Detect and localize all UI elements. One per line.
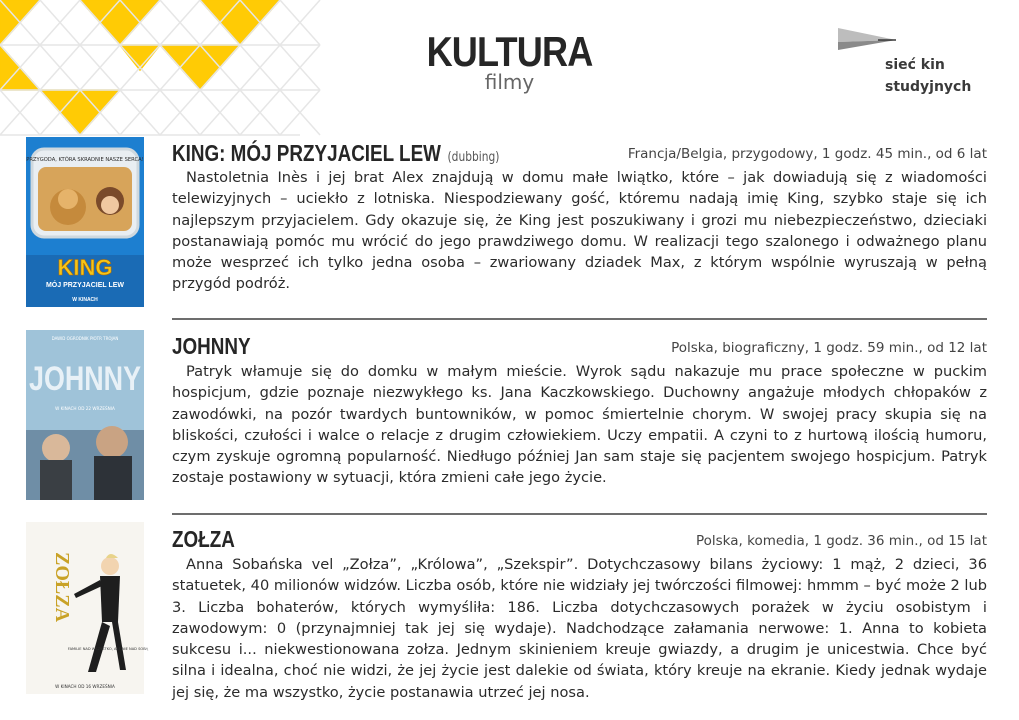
logo-text-line1: sieć kin: [885, 57, 945, 73]
page-title: KULTURA: [426, 28, 593, 75]
film-title: [172, 526, 235, 553]
film-title-text: JOHNNY: [172, 333, 251, 359]
film-title-text: KING: MÓJ PRZYJACIEL LEW: [172, 140, 441, 166]
film-title: [172, 333, 251, 360]
film-note: (dubbing): [447, 150, 500, 165]
poster-king-subtitle: MÓJ PRZYJACIEL LEW: [45, 282, 125, 289]
poster-johnny-footer: W KINACH OD 22 WRZEŚNIA: [55, 406, 115, 411]
siec-kin-studyjnych-logo: [838, 28, 988, 98]
logo-mark-icon: [838, 28, 898, 52]
divider: [172, 513, 987, 515]
film-title-text: ZOŁZA: [172, 526, 235, 552]
film-meta: Francja/Belgia, przygodowy, 1 godz. 45 min., od 6 lat: [627, 146, 987, 162]
poster-johnny-actors: DAWID OGRODNIK PIOTR TROJAN: [51, 336, 119, 341]
poster-johnny: [26, 330, 144, 500]
logo-text-line2: studyjnych: [885, 79, 972, 95]
page-subtitle: filmy: [484, 70, 535, 94]
poster-king-tagline: PRZYGODA, KTÓRA SKRADNIE NASZE SERCA!: [26, 157, 144, 163]
poster-king-title: KING: [57, 255, 113, 280]
film-description: Nastoletnia Inès i jej brat Alex znajdują w domu małe lwiątko, które – jak dowiadują się z wiadomości telewizyjnych – uciekło z lotniska. Niespodziewany gość, któremu nadają imię King, szybko staje się ich najlepszym przyjacielem. Gdy okazuje się, że King jest poszukiwany i grozi mu niebezpieczeństwo, dzieciaki postanawiają pomóc mu wrócić do jego prawdziwego domu. W realizacji tego szalonego i odważnego planu może wesprzeć ich tylko jedna osoba – zwariowany dziadek Max, z którym wspólnie wyruszają w pełną przygód podróż.: [172, 169, 987, 293]
poster-zolza-footer: W KINACH OD 16 WRZEŚNIA: [55, 684, 115, 689]
poster-king-footer: W KINACH: [72, 297, 98, 303]
film-description: Anna Sobańska vel „Zołza”, „Królowa”, „Szekspir”. Dotychczasowy bilans życiowy: 1 mąż, 2 dzieci, 36 statuetek, 40 milionów widzów. Liczba osób, które nie widziały jej twórczości filmowej: hmmm – być może 2 lub 3. Liczba bohaterów, których wymyśliła: 186. Liczba dotychczasowych porażek w życiu osobistym i zawodowym: 0 (przynajmniej tak jej się wydaje). Nadchodzące załamania nerwowe: 1. Anna to kobieta sukcesu i... niekwestionowana zołza. Jednym skinieniem kreuje gwiazdy, a drugim je unicestwia. Chce być silna i idealna, choć nie widzi, że jej życie jest dalekie od świata, który kreuje na ekranie. Kiedy jednak wydaje jej się, że ma wszystko, życie postanawia utrzeć jej nosa.: [172, 556, 987, 701]
film-meta: Polska, biograficzny, 1 godz. 59 min., od 12 lat: [671, 340, 987, 356]
poster-zolza-tagline: FAMILIE NAD WSZYSTKO, ALE NIE NAD SOBĄ: [67, 647, 149, 651]
divider: [172, 318, 987, 320]
film-title: [172, 140, 499, 167]
poster-zolza: [26, 522, 149, 694]
poster-zolza-title: ZOŁZA: [51, 552, 73, 623]
film-meta: Polska, komedia, 1 godz. 36 min., od 15 lat: [695, 533, 987, 549]
poster-johnny-title: JOHNNY: [29, 360, 142, 398]
poster-king: [26, 137, 144, 307]
film-description: Patryk włamuje się do domku w małym mieście. Wyrok sądu nakazuje mu prace społeczne w puckim hospicjum, gdzie poznaje niezwykłego ks. Jana Kaczkowskiego. Duchowny angażuje młodych chłopaków z zawodówki, na pozór twardych buntowników, w pomoc śmiertelnie chorym. W swojej pracy skupia się na bliskości, czułości i walce o relacje z drugim człowiekiem. Uczy empatii. A czyni to z hurtową ilością humoru, czym zyskuje ogromną popularność. Niedługo później Jan sam staje się pacjentem swojego hospicjum. Patryk zostaje postawiony w sytuacji, która zmieni całe jego życie.: [172, 363, 987, 487]
